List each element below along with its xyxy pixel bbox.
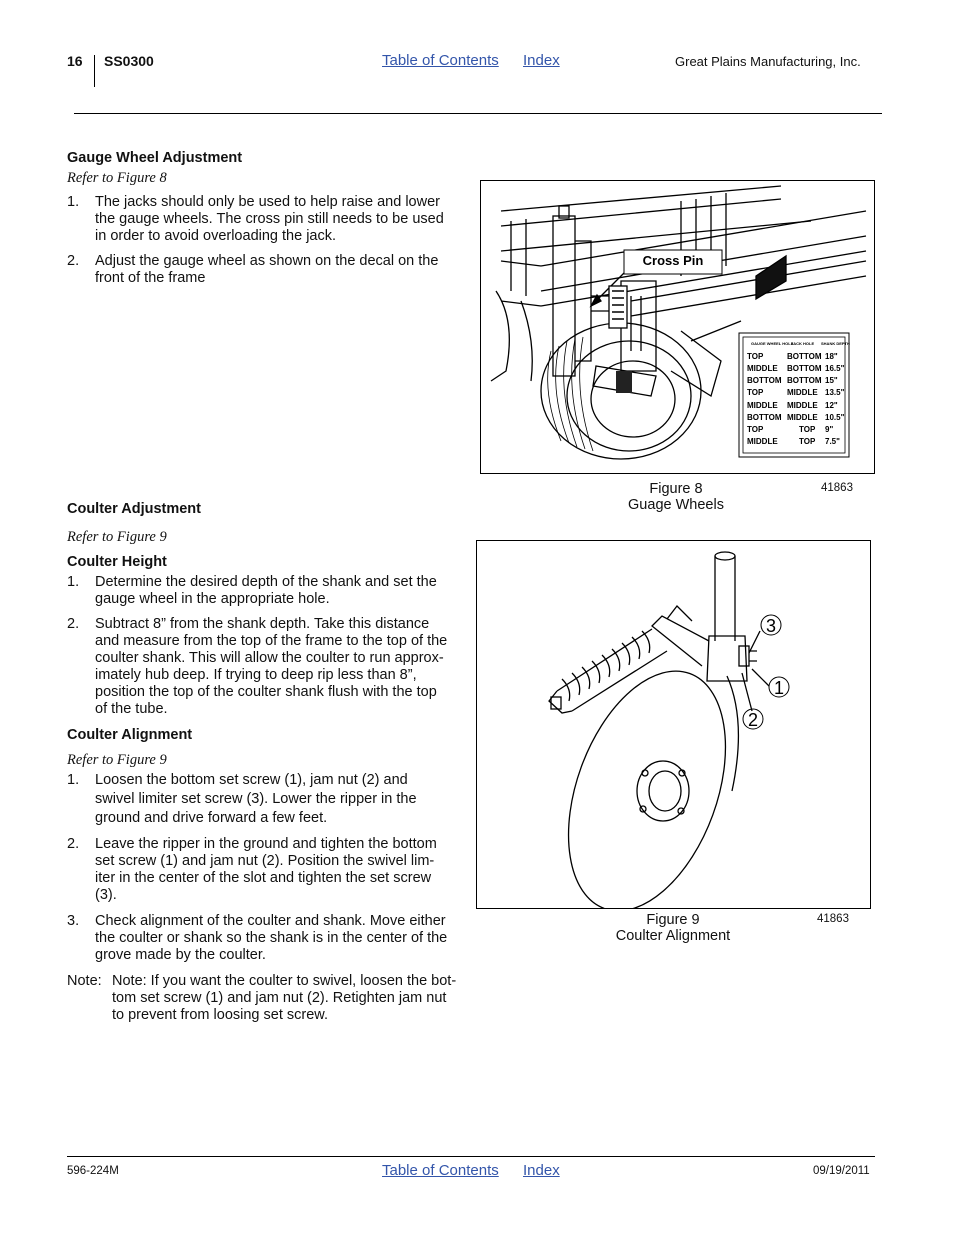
list-line: position the top of the coulter shank flush with the top xyxy=(95,684,437,700)
list-line: gauge wheel in the appropriate hole. xyxy=(95,591,330,607)
coulter-heading: Coulter Adjustment xyxy=(67,501,201,517)
figure-9-title: Figure 9 xyxy=(646,912,700,928)
list-item xyxy=(67,771,477,829)
decal-cell: 12" xyxy=(825,401,838,410)
figure-9-number: 41863 xyxy=(817,913,849,925)
decal-cell: 16.5" xyxy=(825,364,845,373)
decal-cell: BOTTOM xyxy=(747,376,782,385)
gauge-wheel-illustration xyxy=(481,181,874,473)
list-line: the gauge wheels. The cross pin still needs to be used xyxy=(95,211,444,227)
decal-cell: 18" xyxy=(825,352,838,361)
index-link-header[interactable]: Index xyxy=(523,52,560,69)
decal-cell: BOTTOM xyxy=(787,352,822,361)
figure-8-frame xyxy=(480,180,875,474)
list-line: front of the frame xyxy=(95,270,206,286)
list-line: in order to avoid overloading the jack. xyxy=(95,228,337,244)
decal-cell: 7.5" xyxy=(825,437,840,446)
coulter-height-heading: Coulter Height xyxy=(67,554,167,570)
list-item xyxy=(67,194,477,246)
list-line: and measure from the top of the frame to the top of the xyxy=(95,633,448,649)
doc-date: 09/19/2011 xyxy=(813,1165,870,1177)
decal-cell: 13.5" xyxy=(825,388,845,397)
list-number: 1. xyxy=(67,194,80,210)
list-line: Leave the ripper in the ground and tighten the bottom xyxy=(95,836,437,852)
list-line: set screw (1) and jam nut (2). Position the swivel lim- xyxy=(95,853,435,869)
list-line: The jacks should only be used to help raise and lower xyxy=(95,194,440,210)
list-line: swivel limiter set screw (3). Lower the ripper in the xyxy=(95,791,417,807)
decal-cell: TOP xyxy=(747,388,764,397)
footer-rule xyxy=(67,1156,875,1157)
decal-cell: TOP xyxy=(747,425,764,434)
decal-header: SHANK DEPTH xyxy=(821,341,850,346)
list-item xyxy=(67,836,477,906)
decal-cell: 15" xyxy=(825,376,838,385)
gauge-ref: Refer to Figure 8 xyxy=(67,170,167,186)
decal-cell: MIDDLE xyxy=(747,364,778,373)
list-number: 2. xyxy=(67,616,80,632)
page-number: 16 xyxy=(67,53,83,69)
toc-link-footer[interactable]: Table of Contents xyxy=(382,1162,499,1179)
decal-cell: MIDDLE xyxy=(747,401,778,410)
list-number: 1. xyxy=(67,574,80,590)
decal-cell: TOP xyxy=(799,425,816,434)
decal-cell: MIDDLE xyxy=(787,401,818,410)
decal-cell: MIDDLE xyxy=(787,413,818,422)
figure-9-frame xyxy=(476,540,871,909)
figure-8-number: 41863 xyxy=(821,482,853,494)
company-name: Great Plains Manufacturing, Inc. xyxy=(675,54,861,69)
coulter-alignment-ref: Refer to Figure 9 xyxy=(67,752,167,768)
header-rule xyxy=(74,113,882,114)
note-line: to prevent from loosing set screw. xyxy=(112,1007,328,1023)
callout-3: 3 xyxy=(765,616,777,636)
decal-cell: BOTTOM xyxy=(787,364,822,373)
coulter-ref: Refer to Figure 9 xyxy=(67,529,167,545)
decal-cell: BOTTOM xyxy=(747,413,782,422)
doc-number: 596-224M xyxy=(67,1165,119,1177)
coulter-alignment-heading: Coulter Alignment xyxy=(67,727,193,743)
gauge-heading: Gauge Wheel Adjustment xyxy=(67,150,243,166)
list-line: (3). xyxy=(95,887,117,903)
figure-8-caption xyxy=(596,481,756,513)
note xyxy=(67,973,477,1025)
list-line: Check alignment of the coulter and shank. Move either xyxy=(95,913,446,929)
list-line: grove made by the coulter. xyxy=(95,947,266,963)
toc-link-header[interactable]: Table of Contents xyxy=(382,52,499,69)
list-number: 2. xyxy=(67,836,80,852)
figure-8-title: Figure 8 xyxy=(649,481,703,497)
decal-cell: MIDDLE xyxy=(787,388,818,397)
list-line: Subtract 8” from the shank depth. Take this distance xyxy=(95,616,430,632)
figure-9-caption xyxy=(593,912,753,944)
list-line: Adjust the gauge wheel as shown on the decal on the xyxy=(95,253,439,269)
list-item xyxy=(67,253,477,289)
callout-2: 2 xyxy=(747,710,759,730)
list-number: 1. xyxy=(67,772,80,788)
list-number: 2. xyxy=(67,253,80,269)
decal-cell: TOP xyxy=(799,437,816,446)
coulter-illustration xyxy=(477,541,870,908)
decal-cell: 9" xyxy=(825,425,834,434)
list-line: Determine the desired depth of the shank and set the xyxy=(95,574,437,590)
list-line: of the tube. xyxy=(95,701,168,717)
decal-cell: 10.5" xyxy=(825,413,845,422)
list-number: 3. xyxy=(67,913,80,929)
header-divider xyxy=(94,55,95,87)
list-line: iter in the center of the slot and tighten the set screw xyxy=(95,870,432,886)
list-line: ground and drive forward a few feet. xyxy=(95,810,328,826)
figure-9-subtitle: Coulter Alignment xyxy=(615,928,731,944)
list-line: coulter shank. This will allow the coulter to run approx- xyxy=(95,650,444,666)
decal-header: JACK HOLE xyxy=(791,341,815,346)
list-item xyxy=(67,574,477,610)
list-line: imately hub deep. If trying to deep rip less than 8”, xyxy=(95,667,417,683)
list-item xyxy=(67,913,477,965)
list-item xyxy=(67,616,477,720)
list-line: Loosen the bottom set screw (1), jam nut (2) and xyxy=(95,772,408,788)
decal-cell: TOP xyxy=(747,352,764,361)
note-label: Note: xyxy=(67,973,102,989)
figure-8-subtitle: Guage Wheels xyxy=(628,497,724,513)
decal-cell: BOTTOM xyxy=(787,376,822,385)
decal-cell: MIDDLE xyxy=(747,437,778,446)
note-line: tom set screw (1) and jam nut (2). Retighten jam nut xyxy=(112,990,447,1006)
index-link-footer[interactable]: Index xyxy=(523,1162,560,1179)
cross-pin-callout: Cross Pin xyxy=(642,253,704,268)
decal-header: GAUGE WHEEL HOLE xyxy=(751,341,794,346)
callout-1: 1 xyxy=(773,678,785,698)
note-line: Note: If you want the coulter to swivel, loosen the bot- xyxy=(112,973,457,989)
list-line: the coulter or shank so the shank is in the center of the xyxy=(95,930,448,946)
model-number: SS0300 xyxy=(104,53,154,69)
